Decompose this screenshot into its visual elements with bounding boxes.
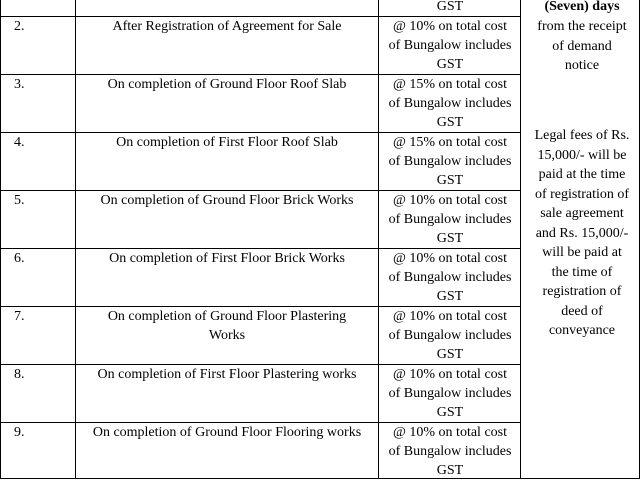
row-number: 5. [14, 193, 25, 208]
row-number: 8. [14, 367, 25, 382]
cost-cell: @ 10% on total cost of Bungalow includes GST [388, 193, 512, 246]
note-line: sale agreement [540, 206, 624, 221]
stage-description: On completion of Ground Floor Plastering Works [107, 309, 347, 343]
cost-cell-tail: GST [436, 0, 464, 14]
cost-cell: @ 10% on total cost of Bungalow includes GST [388, 309, 512, 362]
note-line: 15,000/- will be [537, 147, 627, 163]
note-receipt [524, 17, 640, 76]
column-divider [520, 0, 521, 479]
note-line: and Rs. 15,000/- [535, 225, 629, 241]
note-line: of registration of [534, 186, 630, 202]
note-days: (Seven) days [544, 0, 620, 14]
note-line: from the receipt [537, 19, 627, 34]
cost-cell: @ 10% on total cost of Bungalow includes GST [388, 425, 512, 478]
row-number: 6. [14, 251, 25, 266]
stage-description: On completion of Ground Floor Flooring works [92, 425, 362, 440]
note-line: registration of [542, 284, 622, 299]
column-divider [378, 0, 379, 479]
note-line: the time of [551, 264, 613, 280]
note-line: conveyance [548, 323, 616, 338]
stage-description: On completion of Ground Floor Brick Works [100, 193, 354, 208]
stage-description: On completion of First Floor Brick Works [109, 251, 345, 266]
note-line: of demand [552, 38, 612, 54]
cost-cell: @ 10% on total cost of Bungalow includes GST [388, 19, 512, 72]
row-number: 7. [14, 309, 25, 324]
note-line: will be paid at [542, 245, 622, 260]
column-divider [75, 0, 76, 479]
row-number: 2. [14, 19, 25, 34]
table-border-left [0, 0, 1, 479]
cost-cell: @ 15% on total cost of Bungalow includes GST [388, 135, 512, 188]
stage-description: After Registration of Agreement for Sale [112, 19, 342, 34]
note-line: deed of [561, 303, 603, 319]
note-line: Legal fees of Rs. [534, 128, 630, 143]
cost-cell: @ 10% on total cost of Bungalow includes GST [388, 367, 512, 420]
note-line: notice [564, 58, 600, 73]
note-legal-fees [524, 126, 640, 341]
cost-cell: @ 10% on total cost of Bungalow includes GST [388, 251, 512, 304]
stage-description: On completion of Ground Floor Roof Slab [107, 77, 347, 92]
row-number: 9. [14, 425, 25, 440]
stage-description: On completion of First Floor Plastering works [97, 367, 357, 382]
stage-description: On completion of First Floor Roof Slab [116, 135, 338, 150]
row-number: 4. [14, 135, 25, 150]
row-number: 3. [14, 77, 25, 92]
note-line: paid at the time [538, 167, 626, 182]
cost-cell: @ 15% on total cost of Bungalow includes GST [388, 77, 512, 130]
